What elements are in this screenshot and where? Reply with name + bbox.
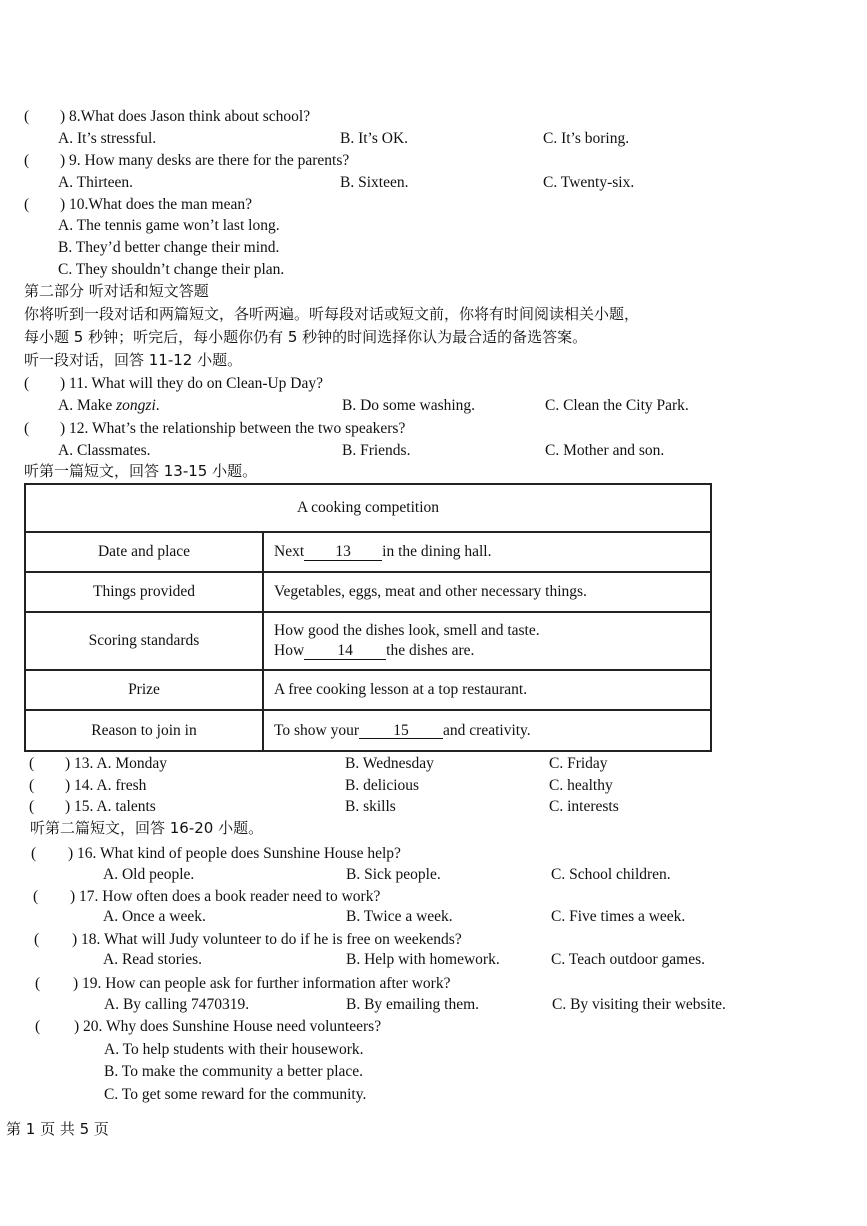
table-row xyxy=(25,572,711,612)
q15-option-b: B. skills xyxy=(345,798,396,815)
q13-option-c: C. Friday xyxy=(549,755,608,772)
q17-option-c: C. Five times a week. xyxy=(551,908,686,925)
table-row xyxy=(25,532,711,572)
q12-stem: ) 12. What’s the relationship between the two speakers? xyxy=(60,420,406,437)
q16-stem: ) 16. What kind of people does Sunshine House help? xyxy=(68,845,401,862)
q15-stem: ) 15. A. talents xyxy=(65,798,156,815)
q9-paren: ( xyxy=(24,152,30,169)
part2-instruction-line1: 你将听到一段对话和两篇短文，各听两遍。听每段对话或短文前，你将有时间阅读相关小题， xyxy=(24,305,640,323)
q14-stem: ) 14. A. fresh xyxy=(65,777,147,794)
blank-15: 15 xyxy=(359,723,443,740)
row-value-scoring-standards: How good the dishes look, smell and taste. How 14 the dishes are. xyxy=(263,612,711,670)
q20-stem: ) 20. Why does Sunshine House need volunteers? xyxy=(74,1018,382,1035)
row-label-things-provided: Things provided xyxy=(25,572,263,612)
q19-option-c: C. By visiting their website. xyxy=(552,996,726,1013)
section-heading-13-15: 听第一篇短文，回答 13-15 小题。 xyxy=(24,462,258,480)
q9-option-c: C. Twenty-six. xyxy=(543,174,635,191)
page-footer: 第 1 页 共 5 页 xyxy=(6,1120,109,1138)
q11-stem: ) 11. What will they do on Clean-Up Day? xyxy=(60,375,324,392)
q14-option-b: B. delicious xyxy=(345,777,420,794)
q15-paren: ( xyxy=(29,798,35,815)
q16-paren: ( xyxy=(31,845,37,862)
q9-stem: ) 9. How many desks are there for the parents? xyxy=(60,152,350,169)
q18-option-a: A. Read stories. xyxy=(103,951,203,968)
row-label-scoring-standards: Scoring standards xyxy=(25,612,263,670)
blank-14: 14 xyxy=(304,643,386,660)
section-heading-11-12: 听一段对话，回答 11-12 小题。 xyxy=(24,351,243,369)
q8-option-a: A. It’s stressful. xyxy=(58,130,157,147)
q14-option-c: C. healthy xyxy=(549,777,613,794)
q17-paren: ( xyxy=(33,888,39,905)
table-row xyxy=(25,612,711,670)
q10-option-c: C. They shouldn’t change their plan. xyxy=(58,261,285,278)
q8-stem: ) 8.What does Jason think about school? xyxy=(60,108,311,125)
q11-option-b: B. Do some washing. xyxy=(342,397,476,414)
q18-option-c: C. Teach outdoor games. xyxy=(551,951,706,968)
table-title: A cooking competition xyxy=(25,484,711,532)
section-heading-16-20: 听第二篇短文，回答 16-20 小题。 xyxy=(30,819,264,837)
row-label-prize: Prize xyxy=(25,670,263,710)
q10-option-b: B. They’d better change their mind. xyxy=(58,239,280,256)
q11-option-c: C. Clean the City Park. xyxy=(545,397,689,414)
q18-option-b: B. Help with homework. xyxy=(346,951,500,968)
q10-stem: ) 10.What does the man mean? xyxy=(60,196,252,213)
q18-paren: ( xyxy=(34,931,40,948)
q19-option-a: A. By calling 7470319. xyxy=(104,996,250,1013)
q16-option-c: C. School children. xyxy=(551,866,671,883)
q17-option-a: A. Once a week. xyxy=(103,908,206,925)
q11-paren: ( xyxy=(24,375,30,392)
q8-paren: ( xyxy=(24,108,30,125)
q8-option-b: B. It’s OK. xyxy=(340,130,409,147)
q8-option-c: C. It’s boring. xyxy=(543,130,630,147)
table-row xyxy=(25,710,711,751)
row-label-date-place: Date and place xyxy=(25,532,263,572)
q13-option-b: B. Wednesday xyxy=(345,755,434,772)
q12-paren: ( xyxy=(24,420,30,437)
q19-stem: ) 19. How can people ask for further information after work? xyxy=(73,975,451,992)
q20-option-b: B. To make the community a better place. xyxy=(104,1063,364,1080)
q12-option-b: B. Friends. xyxy=(342,442,411,459)
q11-option-a: A. Make zongzi. xyxy=(58,397,160,414)
table-row xyxy=(25,670,711,710)
q20-paren: ( xyxy=(35,1018,41,1035)
part2-instruction-line2: 每小题 5 秒钟；听完后，每小题你仍有 5 秒钟的时间选择你认为最合适的备选答案。 xyxy=(24,328,588,346)
q15-option-c: C. interests xyxy=(549,798,619,815)
q16-option-b: B. Sick people. xyxy=(346,866,441,883)
q17-stem: ) 17. How often does a book reader need to work? xyxy=(70,888,381,905)
q9-option-a: A. Thirteen. xyxy=(58,174,134,191)
row-label-reason: Reason to join in xyxy=(25,710,263,751)
q13-paren: ( xyxy=(29,755,35,772)
q20-option-a: A. To help students with their housework. xyxy=(104,1041,364,1058)
row-value-prize: A free cooking lesson at a top restaurant. xyxy=(263,670,711,710)
q13-stem: ) 13. A. Monday xyxy=(65,755,168,772)
row-value-things-provided: Vegetables, eggs, meat and other necessary things. xyxy=(263,572,711,612)
q12-option-c: C. Mother and son. xyxy=(545,442,665,459)
q18-stem: ) 18. What will Judy volunteer to do if he is free on weekends? xyxy=(72,931,462,948)
q12-option-a: A. Classmates. xyxy=(58,442,151,459)
q10-option-a: A. The tennis game won’t last long. xyxy=(58,217,280,234)
blank-13: 13 xyxy=(304,544,382,561)
q20-option-c: C. To get some reward for the community. xyxy=(104,1086,367,1103)
cooking-competition-table xyxy=(24,483,712,752)
q19-paren: ( xyxy=(35,975,41,992)
q10-paren: ( xyxy=(24,196,30,213)
q17-option-b: B. Twice a week. xyxy=(346,908,453,925)
q14-paren: ( xyxy=(29,777,35,794)
row-value-reason: To show your 15 and creativity. xyxy=(263,710,711,751)
row-value-date-place: Next 13 in the dining hall. xyxy=(263,532,711,572)
q16-option-a: A. Old people. xyxy=(103,866,195,883)
part2-heading: 第二部分 听对话和短文答题 xyxy=(24,282,209,300)
q19-option-b: B. By emailing them. xyxy=(346,996,480,1013)
q9-option-b: B. Sixteen. xyxy=(340,174,409,191)
